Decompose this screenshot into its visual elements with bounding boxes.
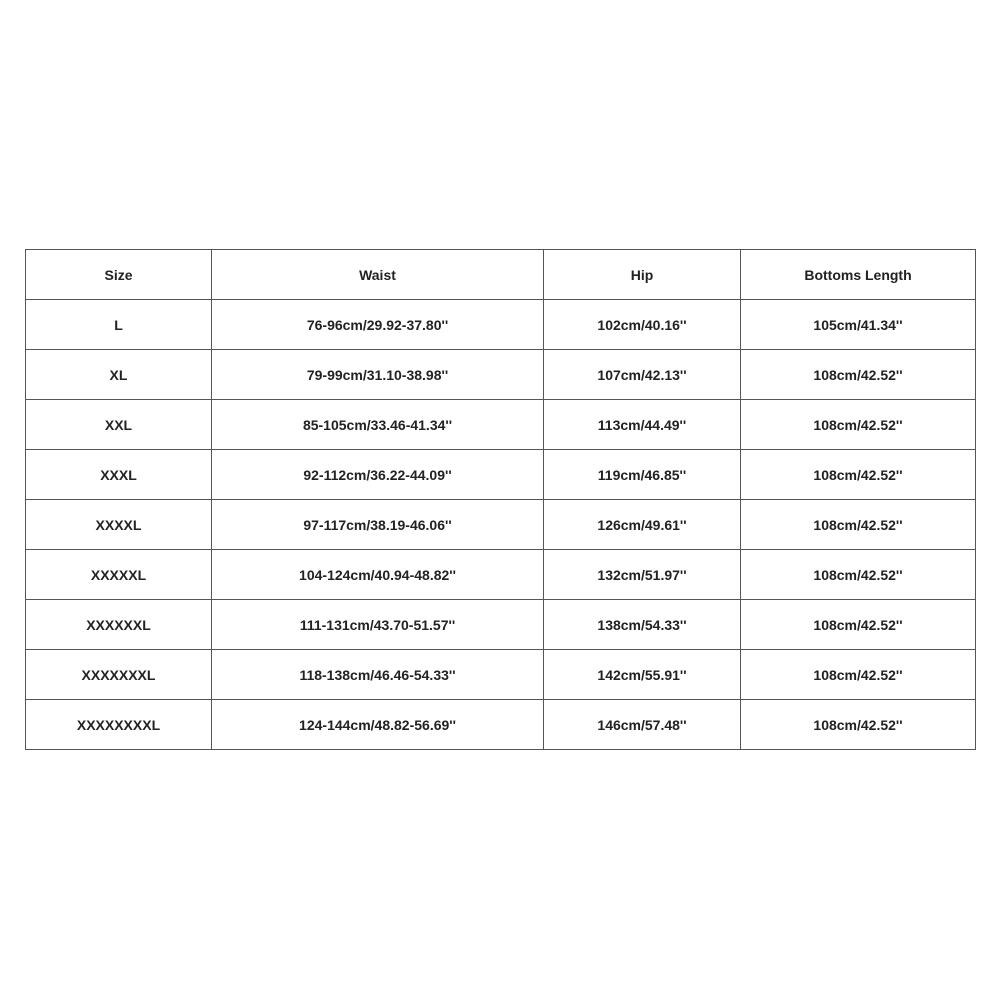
hip-cell: 102cm/40.16''	[544, 300, 741, 350]
waist-cell: 124-144cm/48.82-56.69''	[212, 700, 544, 750]
hip-cell: 138cm/54.33''	[544, 600, 741, 650]
header-hip: Hip	[544, 250, 741, 300]
table-row	[26, 650, 976, 700]
header-waist: Waist	[212, 250, 544, 300]
size-cell: XL	[26, 350, 212, 400]
waist-cell: 79-99cm/31.10-38.98''	[212, 350, 544, 400]
bottoms-length-cell: 108cm/42.52''	[741, 450, 976, 500]
bottoms-length-cell: 108cm/42.52''	[741, 650, 976, 700]
bottoms-length-cell: 108cm/42.52''	[741, 700, 976, 750]
table-header-row	[26, 250, 976, 300]
size-cell: XXXXXXL	[26, 600, 212, 650]
waist-cell: 92-112cm/36.22-44.09''	[212, 450, 544, 500]
waist-cell: 76-96cm/29.92-37.80''	[212, 300, 544, 350]
size-cell: XXXL	[26, 450, 212, 500]
size-chart-table	[25, 249, 976, 750]
table-row	[26, 450, 976, 500]
waist-cell: 118-138cm/46.46-54.33''	[212, 650, 544, 700]
table-row	[26, 400, 976, 450]
bottoms-length-cell: 108cm/42.52''	[741, 400, 976, 450]
table-row	[26, 500, 976, 550]
hip-cell: 142cm/55.91''	[544, 650, 741, 700]
waist-cell: 104-124cm/40.94-48.82''	[212, 550, 544, 600]
waist-cell: 85-105cm/33.46-41.34''	[212, 400, 544, 450]
size-cell: XXXXL	[26, 500, 212, 550]
hip-cell: 119cm/46.85''	[544, 450, 741, 500]
size-cell: XXL	[26, 400, 212, 450]
bottoms-length-cell: 108cm/42.52''	[741, 550, 976, 600]
table-row	[26, 550, 976, 600]
header-size: Size	[26, 250, 212, 300]
size-cell: XXXXXL	[26, 550, 212, 600]
hip-cell: 126cm/49.61''	[544, 500, 741, 550]
table-row	[26, 350, 976, 400]
size-cell: L	[26, 300, 212, 350]
bottoms-length-cell: 108cm/42.52''	[741, 600, 976, 650]
size-cell: XXXXXXXL	[26, 650, 212, 700]
header-bottoms-length: Bottoms Length	[741, 250, 976, 300]
hip-cell: 107cm/42.13''	[544, 350, 741, 400]
waist-cell: 97-117cm/38.19-46.06''	[212, 500, 544, 550]
bottoms-length-cell: 105cm/41.34''	[741, 300, 976, 350]
table-row	[26, 600, 976, 650]
bottoms-length-cell: 108cm/42.52''	[741, 350, 976, 400]
hip-cell: 146cm/57.48''	[544, 700, 741, 750]
table-row	[26, 300, 976, 350]
table-row	[26, 700, 976, 750]
hip-cell: 132cm/51.97''	[544, 550, 741, 600]
bottoms-length-cell: 108cm/42.52''	[741, 500, 976, 550]
size-cell: XXXXXXXXL	[26, 700, 212, 750]
hip-cell: 113cm/44.49''	[544, 400, 741, 450]
waist-cell: 111-131cm/43.70-51.57''	[212, 600, 544, 650]
